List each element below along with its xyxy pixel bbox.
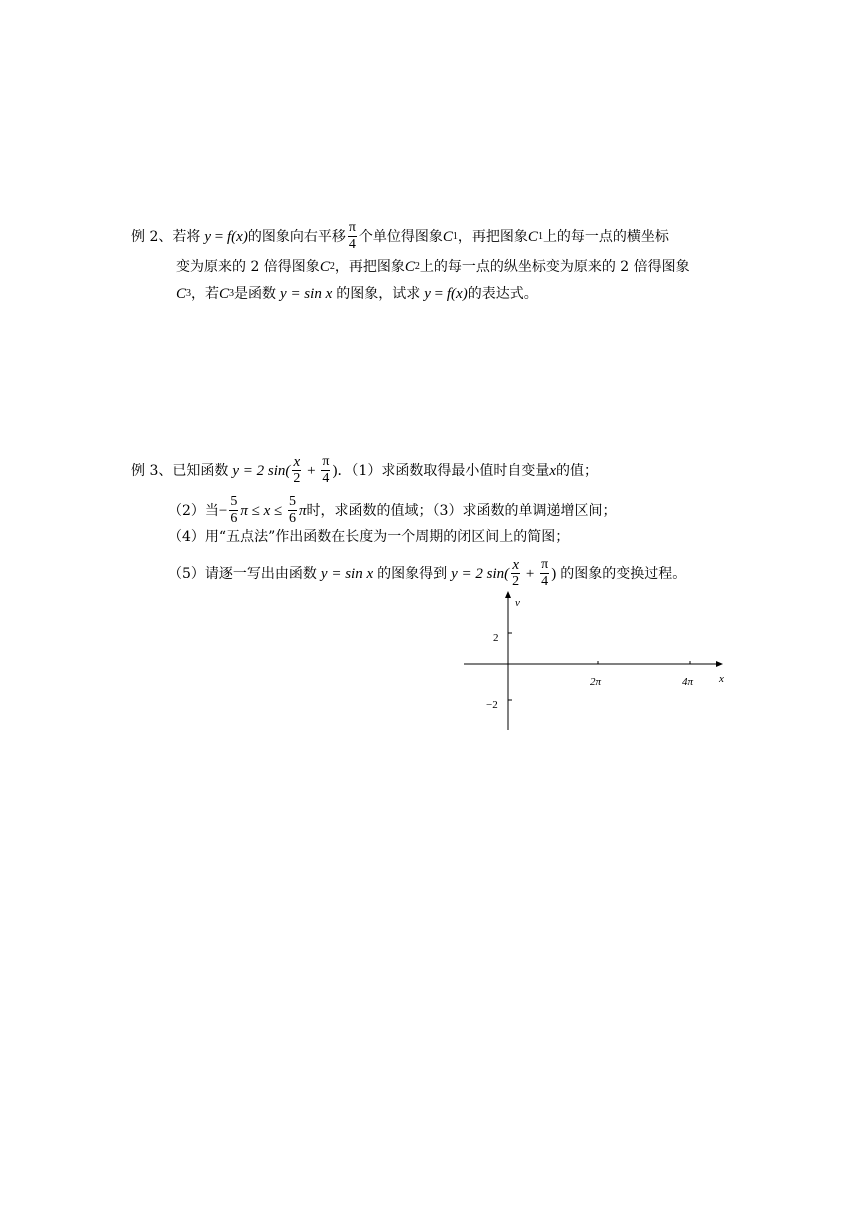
fraction-pi-over-4: $\frac{\pi}{4}$ <box>541 557 549 589</box>
example3-part4: （4）用“五点法”作出函数在长度为一个周期的闭区间上的简图； <box>168 529 570 545</box>
example3-part2: （2）当 − $\frac{5}{6}$ π ≤ x ≤ $\frac{5}{6}$ π 时，求函数的值域；（3）求函数的单调递增区间； <box>168 494 617 526</box>
example2-line2: 变为原来的 2 倍得图象 C 2 ，再把图象 C 2 上的每一点的纵坐标变为原来的 2 倍得图象 <box>176 259 690 275</box>
fraction-5-over-6: $\frac{5}{6}$ <box>230 494 238 526</box>
example3-line1: 例 3、 已知函数 y = 2 sin( $\frac{x}{2}$ + $\frac{\pi}{4}$ ) ．（1）求函数取得最小值时自变量 x 的值； <box>131 454 599 486</box>
y-tick-label-pos: 2 <box>493 632 499 644</box>
fraction-x-over-2: $\frac{x}{2}$ <box>512 557 520 589</box>
example2-line3: C 3 ，若 C 3 是函数 y = sin x 的图象，试求 y = f (x) 的表达式。 <box>176 286 538 302</box>
example3-part5: （5）请逐一写出由函数 y = sin x 的图象得到 y = 2 sin( $\frac{x}{2}$ + $\frac{\pi}{4}$ ) 的图象的变换过程。 <box>168 557 687 589</box>
fraction-5-over-6: $\frac{5}{6}$ <box>289 494 297 526</box>
x-tick-label-2pi: 2π <box>590 676 602 688</box>
example3-label: 例 3、 <box>131 462 173 479</box>
coordinate-axes <box>460 590 730 735</box>
example2-label: 例 2、 <box>131 228 173 245</box>
example2-line1: 例 2、 若将 y = f (x) 的图象向右平移 $\frac{\pi}{4}$ 个单位得图象 C 1 ，再把图象 C 1 上的每一点的横坐标 <box>131 220 669 252</box>
fraction-pi-over-4: $\frac{\pi}{4}$ <box>322 454 330 486</box>
y-axis-label: v <box>515 597 520 609</box>
x-axis-arrow <box>716 661 723 667</box>
y-axis-arrow <box>505 591 511 598</box>
fraction-x-over-2: $\frac{x}{2}$ <box>293 454 301 486</box>
x-axis-label: x <box>719 673 724 685</box>
y-tick-label-neg: −2 <box>486 699 498 711</box>
fraction-pi-over-4: $\frac{\pi}{4}$ <box>348 220 356 252</box>
x-tick-label-4pi: 4π <box>682 676 694 688</box>
